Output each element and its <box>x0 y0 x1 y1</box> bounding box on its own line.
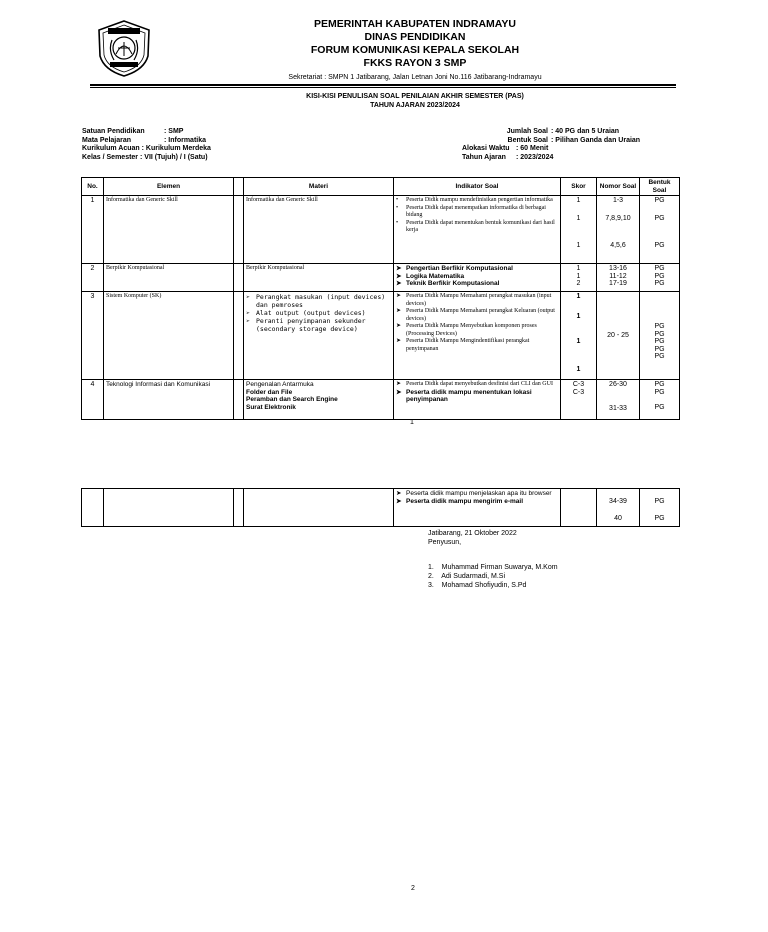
table-row <box>82 292 680 380</box>
row-nomor: 34-39 40 <box>597 489 640 527</box>
dot-bullet-icon: • <box>396 197 399 203</box>
row-materi <box>244 489 394 527</box>
table-header-row <box>82 178 680 196</box>
signature-date: Jatibarang, 21 Oktober 2022 <box>428 530 517 537</box>
meta-left <box>82 128 211 162</box>
row-indikator <box>394 380 561 420</box>
header-line4: FKKS RAYON 3 SMP <box>363 57 467 69</box>
header-divider <box>90 84 676 86</box>
arrow-bullet-icon: ➢ <box>246 293 250 301</box>
meta-row: Kurikulum Acuan : Kurikulum Merdeka <box>82 145 211 152</box>
table-row <box>82 380 680 420</box>
dot-bullet-icon: • <box>396 219 399 226</box>
list-item: ➢ Alat output (output devices) <box>246 309 366 317</box>
col-header-nomor: Nomor Soal <box>597 178 640 196</box>
meta-row: Mata Pelajaran : Informatika <box>82 136 207 144</box>
signature-label: Penyusun, <box>428 539 462 546</box>
meta-row: Jumlah Soal : 40 PG dan 5 Uraian <box>506 128 620 135</box>
table-row <box>82 264 680 292</box>
header-line3: FORUM KOMUNIKASI KEPALA SEKOLAH <box>310 44 520 56</box>
row-elemen: Teknologi Informasi dan Komunikasi <box>104 380 234 420</box>
table-row <box>82 196 680 264</box>
col-header-spacer <box>234 178 244 196</box>
meta-row: Tahun Ajaran : 2023/2024 <box>462 153 554 161</box>
row-skor: C-3 C-3 <box>561 380 597 420</box>
row-indikator <box>394 264 561 292</box>
col-header-bentuk: Bentuk Soal <box>640 178 680 196</box>
row-no <box>82 489 104 527</box>
col-header-no: No. <box>82 178 104 196</box>
table-row <box>82 489 680 527</box>
list-item: ➢ Peranti penyimpanan sekunder (secondary storage device) <box>246 317 366 333</box>
row-no: 3 <box>82 292 104 380</box>
dot-bullet-icon: • <box>396 204 399 211</box>
row-nomor: 1-3 7,8,9,10 4,5,6 <box>597 196 640 264</box>
row-elemen: Berpikir Komputasional <box>104 264 234 292</box>
signature-name: 1. Muhammad Firman Suwarya, M.Kom <box>428 564 558 571</box>
kisi-kisi-table-continued <box>81 488 680 527</box>
row-indikator <box>394 489 561 527</box>
list-item: ➢ Perangkat masukan (input devices) dan pemroses <box>246 293 386 309</box>
col-header-elemen: Elemen <box>104 178 234 196</box>
row-skor: 1 1 1 <box>561 196 597 264</box>
arrow-bullet-icon: ➢ <box>246 309 250 317</box>
row-bentuk: PG PG PG <box>640 380 680 420</box>
row-bentuk: PG PG <box>640 489 680 527</box>
list-item: • Peserta Didik mampu mendefinisikan pengertian informatika <box>396 197 553 203</box>
arrow-bullet-icon: ➤ <box>396 272 402 280</box>
col-header-materi: Materi <box>244 178 394 196</box>
row-spacer <box>234 380 244 420</box>
kisi-kisi-table <box>81 177 680 420</box>
row-nomor: 13-16 11-12 17-19 <box>597 264 640 292</box>
row-elemen: Sistem Komputer (SK) <box>104 292 234 380</box>
col-header-skor: Skor <box>561 178 597 196</box>
arrow-bullet-icon: ➤ <box>396 490 402 497</box>
row-elemen: Informatika dan Generic Skill <box>104 196 234 264</box>
row-bentuk: PG PG PG PG PG <box>640 292 680 380</box>
arrow-bullet-icon: ➢ <box>246 317 250 325</box>
row-no: 4 <box>82 380 104 420</box>
row-materi <box>244 292 394 380</box>
row-no: 1 <box>82 196 104 264</box>
arrow-bullet-icon: ➤ <box>396 497 402 505</box>
row-skor <box>561 489 597 527</box>
list-item: ➤ Peserta Didik Mampu Memahami perangkat masukan (input devices) <box>396 293 552 307</box>
arrow-bullet-icon: ➤ <box>396 381 402 387</box>
list-item: ➤ Peserta didik mampu menjelaskan apa itu browser <box>396 490 552 497</box>
row-spacer <box>234 489 244 527</box>
list-item: ➤ Peserta didik mampu menentukan lokasi penyimpanan <box>396 388 532 403</box>
arrow-bullet-icon: ➤ <box>396 323 402 329</box>
meta-row: Bentuk Soal : Pilihan Ganda dan Uraian <box>507 136 641 144</box>
meta-right <box>462 128 640 162</box>
arrow-bullet-icon: ➤ <box>396 265 402 272</box>
row-indikator <box>394 196 561 264</box>
row-materi: Pengenalan Antarmuka Folder dan File Peramban dan Search Engine Surat Elektronik <box>244 380 394 420</box>
col-header-indikator: Indikator Soal <box>394 178 561 196</box>
header-line2: DINAS PENDIDIKAN <box>364 31 466 43</box>
row-spacer <box>234 264 244 292</box>
list-item: ➤ Peserta Didik Mampu Memahami perangkat Keluaran (output devices) <box>396 308 555 322</box>
indramayu-emblem-icon <box>94 18 154 78</box>
list-item: • Peserta Didik dapat menentukan bentuk komunikasi dari hasil kerja <box>396 219 555 233</box>
list-item: ➤ Peserta Didik Mampu Menyebutkan komponen proses (Processing Devices) <box>396 323 537 337</box>
row-indikator <box>394 292 561 380</box>
row-elemen <box>104 489 234 527</box>
signature-block <box>428 529 558 590</box>
row-spacer <box>234 292 244 380</box>
signature-name: 3. Mohamad Shofiyudin, S.Pd <box>428 582 527 589</box>
page-number: 2 <box>411 885 415 892</box>
list-item: • Peserta Didik dapat menempatkan informatika di berbagai bidang <box>396 204 546 218</box>
arrow-bullet-icon: ➤ <box>396 293 402 299</box>
secretariat-address: Sekretariat : SMPN 1 Jatibarang, Jalan Letnan Joni No.116 Jatibarang-Indramayu <box>288 74 542 81</box>
meta-row: Satuan Pendidikan : SMP <box>82 128 184 135</box>
list-item: ➤ Peserta didik mampu mengirim e-mail <box>396 497 524 505</box>
row-nomor: 26-30 31-33 <box>597 380 640 420</box>
row-spacer <box>234 196 244 264</box>
arrow-bullet-icon: ➤ <box>396 388 402 396</box>
row-materi: Informatika dan Generic Skill <box>244 196 394 264</box>
meta-row: Alokasi Waktu : 60 Menit <box>462 145 549 152</box>
arrow-bullet-icon: ➤ <box>396 308 402 314</box>
arrow-bullet-icon: ➤ <box>396 280 402 287</box>
doc-title: KISI-KISI PENULISAN SOAL PENILAIAN AKHIR SEMESTER (PAS) <box>306 93 524 100</box>
doc-year: TAHUN AJARAN 2023/2024 <box>370 102 460 109</box>
header-line1: PEMERINTAH KABUPATEN INDRAMAYU <box>313 18 517 30</box>
list-item: ➤ Peserta Didik dapat menyebutkan desfinisi dari CLI dan GUI <box>396 381 553 387</box>
meta-row: Kelas / Semester : VII (Tujuh) / I (Satu) <box>82 153 208 161</box>
row-bentuk: PG PG PG <box>640 264 680 292</box>
list-item: ➤ Teknik Berfikir Komputasional <box>396 280 500 287</box>
list-item: ➤ Logika Matematika <box>396 272 465 280</box>
list-item: ➤ Pengertian Berfikir Komputasional <box>396 265 513 272</box>
signature-name: 2. Adi Sudarmadi, M.Si <box>428 573 506 580</box>
row-materi: Berpikir Komputasional <box>244 264 394 292</box>
row-nomor: 20 - 25 <box>597 292 640 380</box>
row-no: 2 <box>82 264 104 292</box>
row-bentuk: PG PG PG <box>640 196 680 264</box>
row-skor: 1 1 2 <box>561 264 597 292</box>
page-marker: 1 <box>410 419 414 426</box>
arrow-bullet-icon: ➤ <box>396 338 402 344</box>
list-item: ➤ Peserta Didik Mampu Mengindentifikasi perangkat penyimpanan <box>396 338 530 352</box>
row-skor: 1 1 1 1 <box>561 292 597 380</box>
header-divider-thin <box>90 87 676 88</box>
